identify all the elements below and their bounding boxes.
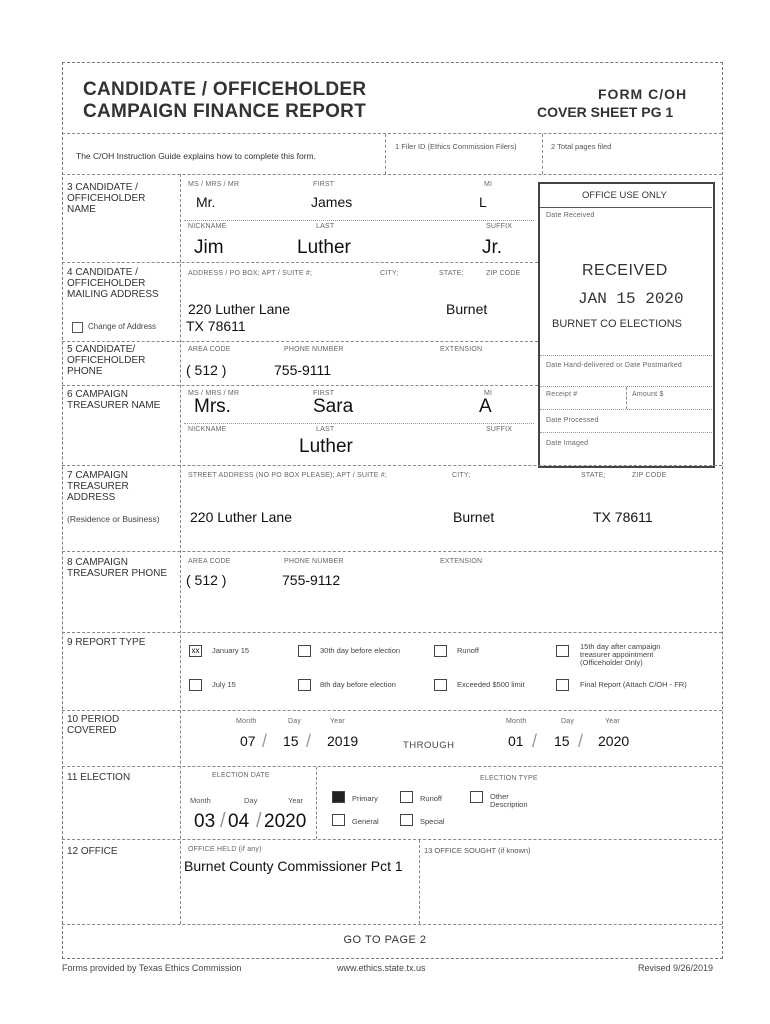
section-12-label: 12 OFFICE <box>67 846 118 857</box>
section-7-label: 7 CAMPAIGN TREASURER ADDRESS <box>67 470 129 503</box>
received-stamp-line3: BURNET CO ELECTIONS <box>552 318 682 330</box>
report-type-30th-day-checkbox[interactable] <box>298 645 311 657</box>
report-type-runoff-checkbox[interactable] <box>434 645 447 657</box>
form-title-line1: CANDIDATE / OFFICEHOLDER <box>83 79 367 100</box>
report-type-exceeded-limit-checkbox[interactable] <box>434 679 447 691</box>
report-type-8th-day-checkbox[interactable] <box>298 679 311 691</box>
candidate-phone-number: 755-9111 <box>274 362 332 378</box>
section-5-label: 5 CANDIDATE/ OFFICEHOLDER PHONE <box>67 344 146 377</box>
period-from-month: 07 <box>240 733 256 749</box>
section-4-label: 4 CANDIDATE / OFFICEHOLDER MAILING ADDRESS <box>67 267 159 300</box>
election-type-runoff-checkbox[interactable] <box>400 791 413 803</box>
form-id-line1: FORM C/OH <box>598 86 688 102</box>
treasurer-city: Burnet <box>453 509 495 525</box>
change-of-address-label: Change of Address <box>88 322 157 331</box>
election-type-special-checkbox[interactable] <box>400 814 413 826</box>
instruction-text: The C/OH Instruction Guide explains how to complete this form. <box>76 151 316 161</box>
candidate-mi: L <box>479 194 487 210</box>
received-stamp-line1: RECEIVED <box>582 262 668 279</box>
period-to-month: 01 <box>508 733 524 749</box>
candidate-last-name: Luther <box>297 237 351 258</box>
candidate-city: Burnet <box>446 301 488 317</box>
candidate-street: 220 Luther Lane <box>188 301 290 317</box>
section-3-label: 3 CANDIDATE / OFFICEHOLDER NAME <box>67 182 146 215</box>
treasurer-last-name: Luther <box>299 436 353 457</box>
filer-id-label: 1 Filer ID (Ethics Commission Filers) <box>395 142 517 151</box>
period-from-day: 15 <box>283 733 299 749</box>
treasurer-mi: A <box>479 396 492 417</box>
received-stamp-date: JAN 15 2020 <box>578 290 684 308</box>
treasurer-state-zip: TX 78611 <box>593 509 653 525</box>
candidate-state-zip: TX 78611 <box>186 318 246 334</box>
footer-provider: Forms provided by Texas Ethics Commission <box>62 963 242 973</box>
rule <box>62 133 722 134</box>
treasurer-street: 220 Luther Lane <box>190 509 292 525</box>
report-type-final-report-checkbox[interactable] <box>556 679 569 691</box>
report-type-15th-day-checkbox[interactable] <box>556 645 569 657</box>
election-day: 04 <box>228 811 250 832</box>
form-title-line2: CAMPAIGN FINANCE REPORT <box>83 101 367 122</box>
office-use-title: OFFICE USE ONLY <box>582 190 667 201</box>
period-through: THROUGH <box>403 740 455 751</box>
treasurer-area-code: ( 512 ) <box>186 572 227 588</box>
period-to-day: 15 <box>554 733 570 749</box>
election-type-other-checkbox[interactable] <box>470 791 483 803</box>
period-to-year: 2020 <box>598 733 630 749</box>
section-8-label: 8 CAMPAIGN TREASURER PHONE <box>67 557 168 579</box>
footer-website: www.ethics.state.tx.us <box>337 963 426 973</box>
total-pages-label: 2 Total pages filed <box>551 142 612 151</box>
section-6-label: 6 CAMPAIGN TREASURER NAME <box>67 389 161 411</box>
form-id-line2: COVER SHEET PG 1 <box>537 104 674 120</box>
treasurer-first-name: Sara <box>313 396 354 417</box>
candidate-prefix: Mr. <box>196 194 216 210</box>
section-10-label: 10 PERIOD COVERED <box>67 714 120 736</box>
election-type-general-checkbox[interactable] <box>332 814 345 826</box>
go-to-page-2: GO TO PAGE 2 <box>343 934 427 946</box>
office-sought-label: 13 OFFICE SOUGHT (if known) <box>424 846 531 855</box>
candidate-first-name: James <box>311 194 353 210</box>
candidate-nickname: Jim <box>194 237 224 258</box>
election-type-primary-checkbox[interactable] <box>332 791 345 803</box>
election-month: 03 <box>194 811 216 832</box>
residence-or-business-note: (Residence or Business) <box>67 514 160 524</box>
treasurer-phone-number: 755-9112 <box>282 572 341 588</box>
office-held-value: Burnet County Commissioner Pct 1 <box>184 858 403 874</box>
report-type-july-15-checkbox[interactable] <box>189 679 202 691</box>
period-from-year: 2019 <box>327 733 359 749</box>
section-9-label: 9 REPORT TYPE <box>67 637 146 648</box>
candidate-area-code: ( 512 ) <box>186 362 227 378</box>
candidate-suffix: Jr. <box>482 237 503 258</box>
election-year: 2020 <box>264 811 307 832</box>
section-11-label: 11 ELECTION <box>67 772 131 783</box>
treasurer-prefix: Mrs. <box>194 396 231 417</box>
change-of-address-checkbox[interactable] <box>72 322 83 333</box>
footer-revised: Revised 9/26/2019 <box>638 963 714 973</box>
report-type-january-15-checkbox[interactable]: xx <box>189 645 202 657</box>
